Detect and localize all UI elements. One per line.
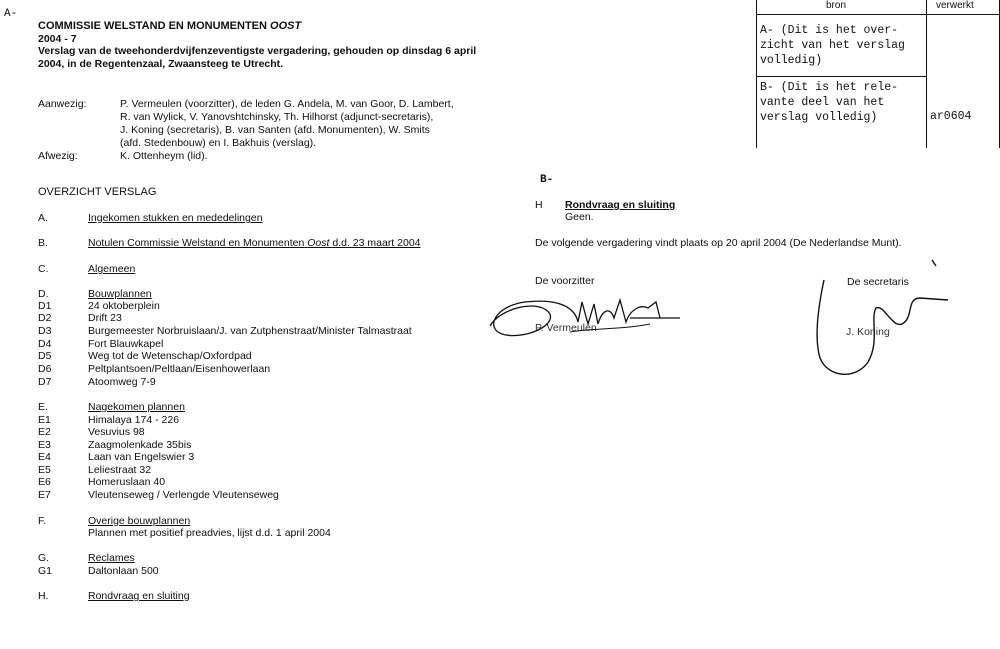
section-title-tail: d.d. 23 maart 2004 bbox=[332, 237, 421, 249]
present-line-3: J. Koning (secretaris), B. van Santen (afd. Monumenten), W. Smits bbox=[120, 124, 430, 136]
section-e bbox=[38, 401, 185, 413]
section-code: H. bbox=[38, 590, 49, 602]
section-a bbox=[38, 212, 263, 224]
list-item bbox=[38, 464, 151, 476]
closing-body: Geen. bbox=[565, 211, 594, 223]
present-line-1: P. Vermeulen (voorzitter), de leden G. Andela, M. van Goor, D. Lambert, bbox=[120, 98, 454, 110]
list-item bbox=[38, 565, 159, 577]
item-code: D2 bbox=[38, 312, 52, 324]
item-code: E3 bbox=[38, 439, 51, 451]
section-code: E. bbox=[38, 401, 48, 413]
secretary-name: J. Koning bbox=[846, 326, 890, 338]
section-subtitle: Plannen met positief preadvies, lijst d.d. 1 april 2004 bbox=[88, 527, 331, 539]
item-text: Burgemeester Norbruislaan/J. van Zutphenstraat/Minister Talmastraat bbox=[88, 325, 412, 337]
item-text: Atoomweg 7-9 bbox=[88, 376, 156, 388]
item-text: Daltonlaan 500 bbox=[88, 565, 159, 577]
absent-label: Afwezig: bbox=[38, 150, 78, 162]
item-code: E6 bbox=[38, 476, 51, 488]
section-title-italic: Oost bbox=[307, 237, 330, 249]
item-text: Zaagmolenkade 35bis bbox=[88, 439, 192, 451]
col-processed-header: verwerkt bbox=[936, 0, 974, 11]
section-d bbox=[38, 288, 152, 300]
section-f bbox=[38, 515, 190, 527]
section-title: Nagekomen plannen bbox=[88, 401, 185, 413]
section-h bbox=[38, 590, 190, 602]
chair-label: De voorzitter bbox=[535, 275, 595, 287]
item-text: Vesuvius 98 bbox=[88, 426, 145, 438]
list-item bbox=[38, 489, 279, 501]
item-text: Fort Blauwkapel bbox=[88, 338, 164, 350]
list-item bbox=[38, 300, 160, 312]
item-code: D1 bbox=[38, 300, 52, 312]
present-label: Aanwezig: bbox=[38, 98, 87, 110]
org-name-italic: OOST bbox=[270, 20, 302, 32]
item-code: D6 bbox=[38, 363, 52, 375]
row-a-line: zicht van het verslag bbox=[760, 39, 905, 52]
chair-name: P. Vermeulen bbox=[535, 322, 597, 334]
org-title bbox=[38, 20, 301, 32]
section-title: Ingekomen stukken en mededelingen bbox=[88, 212, 263, 224]
corner-marker: A- bbox=[4, 8, 18, 20]
item-code: G1 bbox=[38, 565, 53, 577]
section-code: F. bbox=[38, 515, 47, 527]
section-code: A. bbox=[38, 212, 48, 224]
closing-title: Rondvraag en sluiting bbox=[565, 199, 676, 211]
next-meeting-text: De volgende vergadering vindt plaats op 20 april 2004 (De Nederlandse Munt). bbox=[535, 237, 902, 249]
row-a-cell bbox=[760, 23, 905, 68]
list-item bbox=[38, 312, 122, 324]
chair-signature bbox=[480, 288, 680, 358]
col-source-header: bron bbox=[826, 0, 847, 11]
list-item bbox=[38, 338, 163, 350]
list-item bbox=[38, 426, 145, 438]
item-text: 24 oktoberplein bbox=[88, 300, 160, 312]
item-text: Drift 23 bbox=[88, 312, 122, 324]
table-row-divider bbox=[756, 76, 926, 77]
closing-code: H bbox=[535, 199, 543, 211]
item-code: E4 bbox=[38, 451, 51, 463]
list-item bbox=[38, 376, 156, 388]
item-code: E1 bbox=[38, 414, 51, 426]
row-b-line: verslag volledig) bbox=[760, 111, 878, 124]
section-title bbox=[88, 237, 421, 249]
item-code: E2 bbox=[38, 426, 51, 438]
list-item bbox=[38, 451, 194, 463]
section-title-main: Notulen Commissie Welstand en Monumenten bbox=[88, 237, 305, 249]
report-line-1: Verslag van de tweehonderdvijfenzeventigste vergadering, gehouden op dinsdag 6 april bbox=[38, 45, 477, 57]
item-text: Homeruslaan 40 bbox=[88, 476, 166, 488]
present-line-4: (afd. Stedenbouw) en I. Bakhuis (verslag). bbox=[120, 137, 317, 149]
secretary-signature bbox=[810, 278, 960, 388]
overview-title: OVERZICHT VERSLAG bbox=[38, 186, 157, 198]
section-code: B. bbox=[38, 237, 48, 249]
item-text: Laan van Engelswier 3 bbox=[88, 451, 195, 463]
row-a-line: volledig) bbox=[760, 54, 823, 67]
item-text: Himalaya 174 - 226 bbox=[88, 414, 180, 426]
report-line-2: 2004, in de Regentenzaal, Zwaansteeg te Utrecht. bbox=[38, 58, 284, 70]
table-header-divider bbox=[756, 14, 1000, 15]
item-text: Peltplantsoen/Peltlaan/Eisenhowerlaan bbox=[88, 363, 271, 375]
item-code: D5 bbox=[38, 350, 52, 362]
section-title: Overige bouwplannen bbox=[88, 515, 191, 527]
section-code: G. bbox=[38, 552, 50, 564]
list-item bbox=[38, 476, 165, 488]
item-code: D3 bbox=[38, 325, 52, 337]
section-code: D. bbox=[38, 288, 49, 300]
section-title: Algemeen bbox=[88, 263, 136, 275]
section-g bbox=[38, 552, 135, 564]
item-code: E5 bbox=[38, 464, 51, 476]
section-b-marker: B- bbox=[540, 174, 554, 186]
section-title: Reclames bbox=[88, 552, 135, 564]
item-code: D7 bbox=[38, 376, 52, 388]
item-text: Leliestraat 32 bbox=[88, 464, 152, 476]
processed-code: ar0604 bbox=[930, 110, 972, 123]
secretary-label: De secretaris bbox=[847, 276, 909, 288]
list-item bbox=[38, 439, 191, 451]
table-column-divider bbox=[926, 0, 927, 148]
section-code: C. bbox=[38, 263, 49, 275]
section-title: Rondvraag en sluiting bbox=[88, 590, 190, 602]
row-a-line: A- (Dit is het over- bbox=[760, 24, 899, 37]
item-text: Vleutenseweg / Verlengde Vleutenseweg bbox=[88, 489, 279, 501]
row-b-cell bbox=[760, 80, 898, 125]
absent-value: K. Ottenheym (lid). bbox=[120, 150, 208, 162]
item-code: D4 bbox=[38, 338, 52, 350]
list-item bbox=[38, 325, 412, 337]
section-title: Bouwplannen bbox=[88, 288, 152, 300]
table-left-border bbox=[756, 0, 757, 148]
present-line-2: R. van Wylick, V. Yanovshtchinsky, Th. Hilhorst (adjunct-secretaris), bbox=[120, 111, 434, 123]
row-b-line: vante deel van het bbox=[760, 96, 885, 109]
report-number: 2004 - 7 bbox=[38, 33, 77, 45]
item-code: E7 bbox=[38, 489, 51, 501]
list-item bbox=[38, 363, 270, 375]
section-b bbox=[38, 237, 421, 249]
org-name: COMMISSIE WELSTAND EN MONUMENTEN bbox=[38, 20, 267, 32]
list-item bbox=[38, 414, 179, 426]
list-item bbox=[38, 350, 252, 362]
row-b-line: B- (Dit is het rele- bbox=[760, 81, 899, 94]
section-c bbox=[38, 263, 135, 275]
item-text: Weg tot de Wetenschap/Oxfordpad bbox=[88, 350, 252, 362]
